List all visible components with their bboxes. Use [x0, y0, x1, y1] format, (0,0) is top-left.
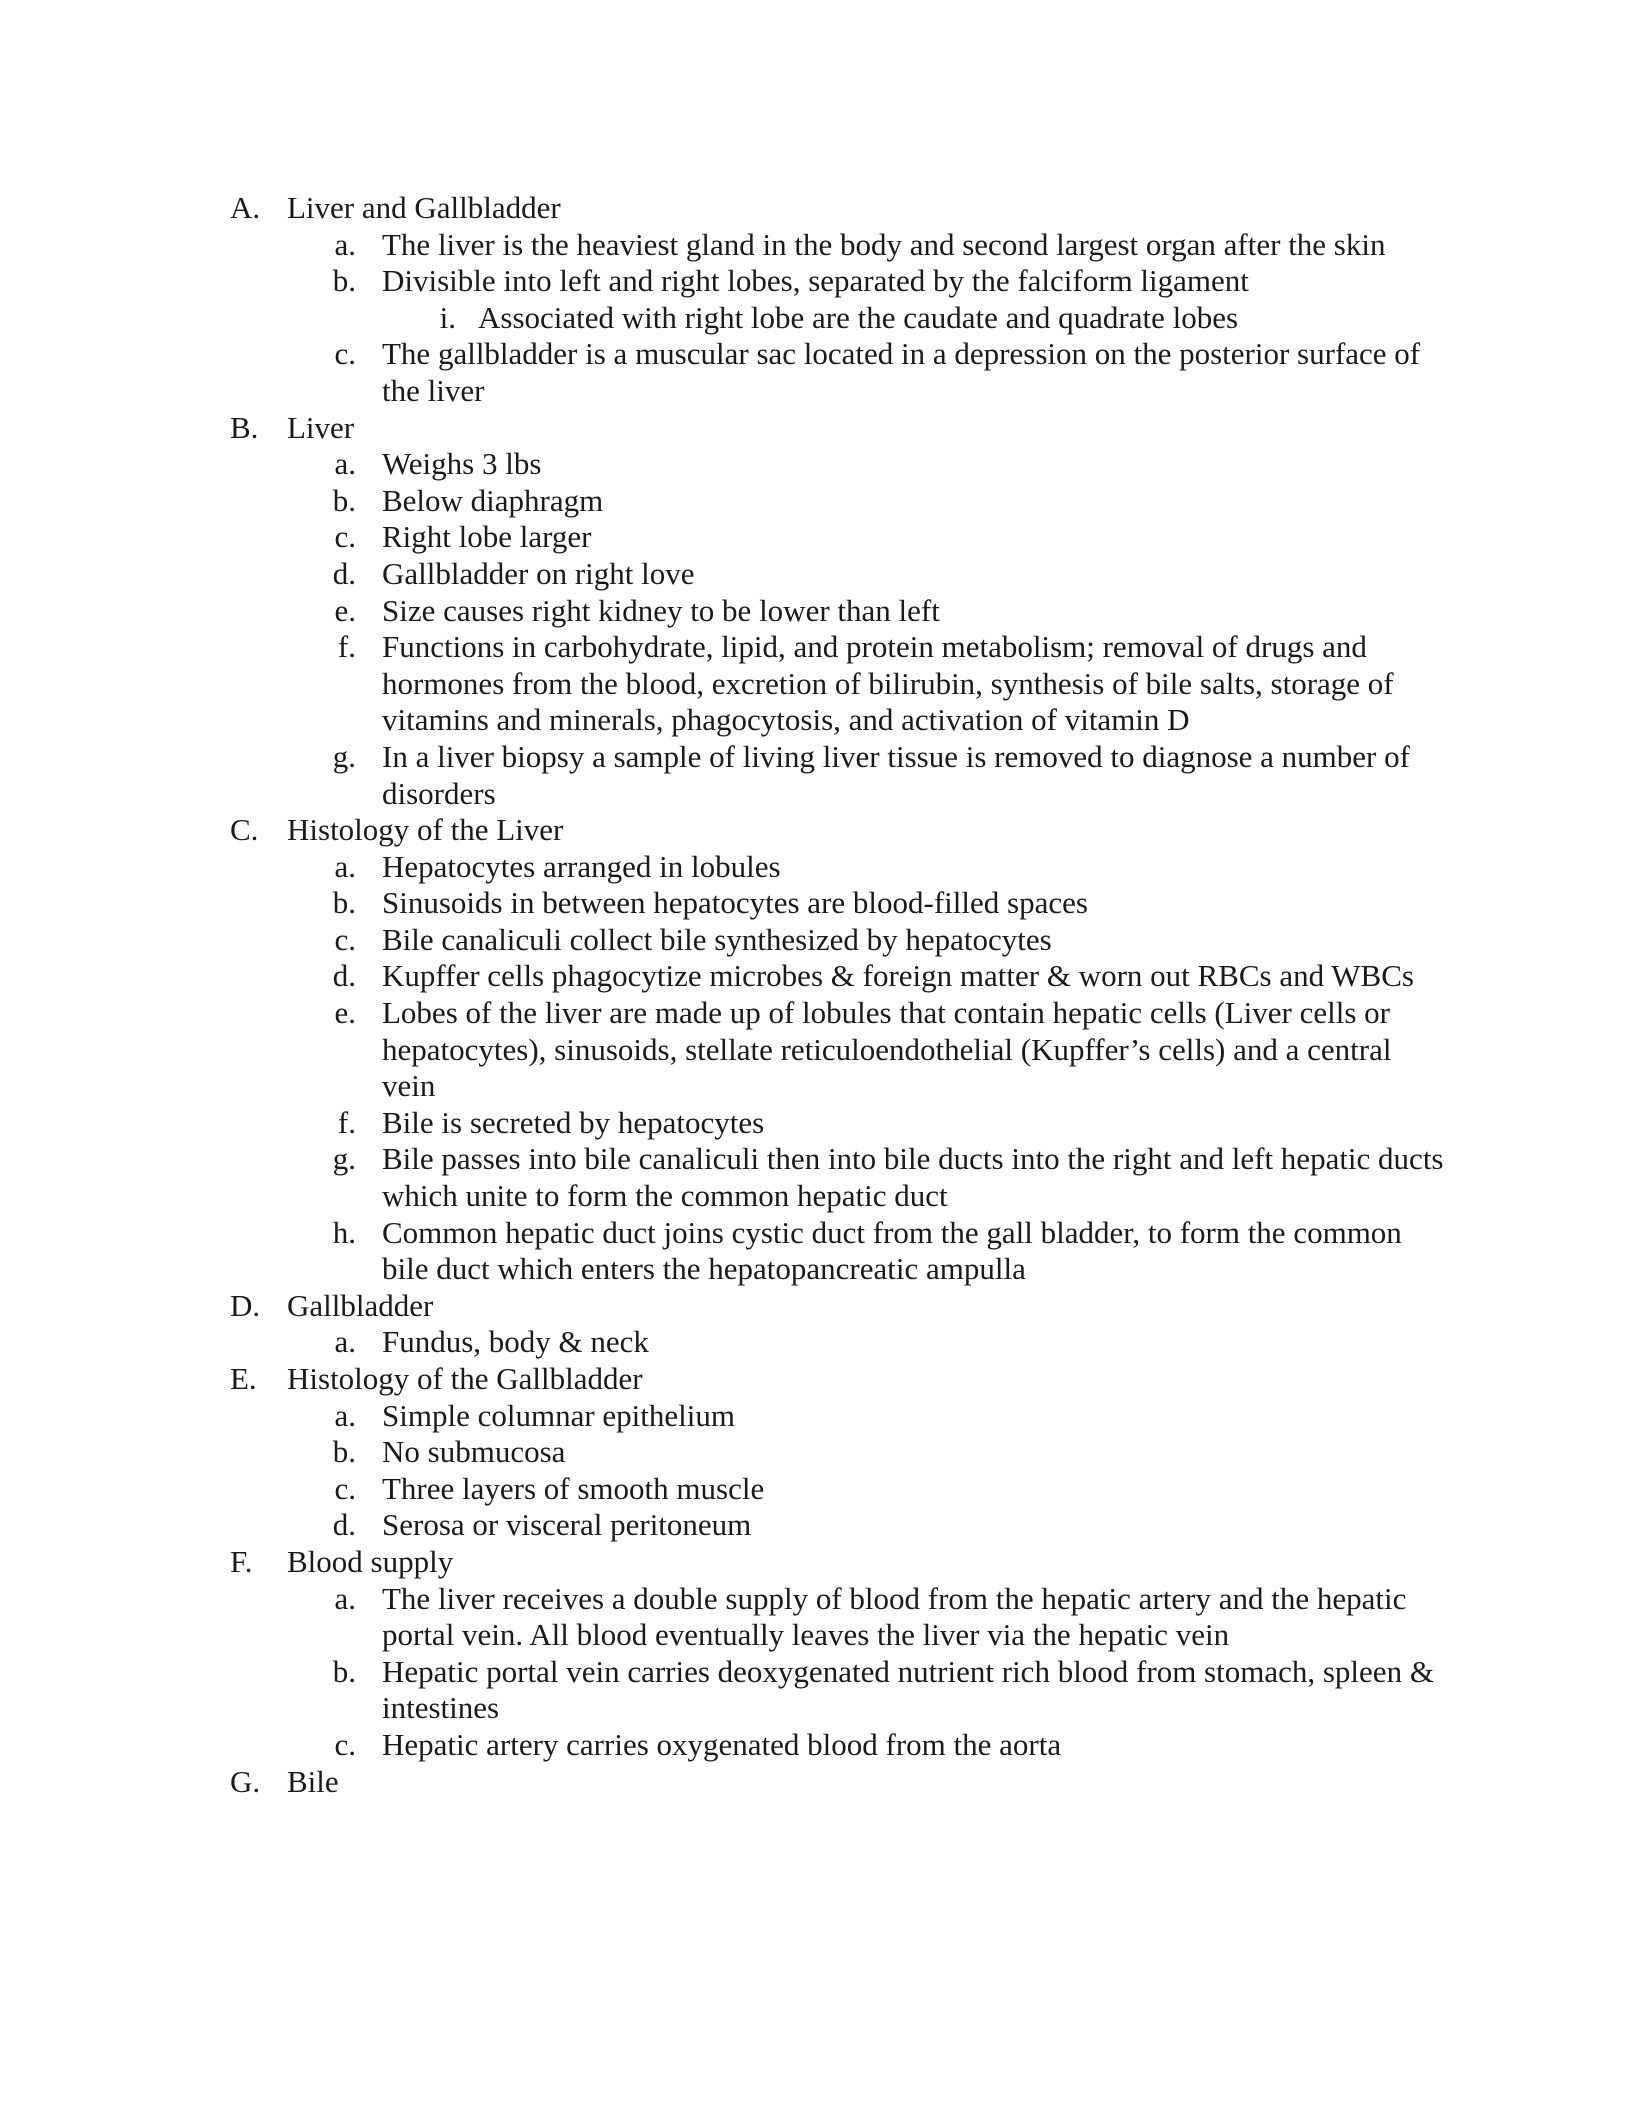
outline-section — [0, 410, 1640, 813]
sub-list-item-text: Associated with right lobe are the caudate and quadrate lobes — [478, 299, 1239, 335]
list-item-marker: a. — [334, 848, 356, 884]
section-marker: F. — [230, 1543, 253, 1579]
list-item — [0, 629, 1452, 739]
section-marker: B. — [230, 409, 259, 445]
outline-list — [0, 190, 1640, 1800]
list-item-marker: h. — [332, 1214, 356, 1250]
list-item-text: The liver is the heaviest gland in the body and second largest organ after the skin — [382, 226, 1386, 262]
list-item-text: The gallbladder is a muscular sac located in a depression on the posterior surface of the liver — [382, 336, 1421, 408]
list-item-marker: f. — [337, 629, 356, 665]
section-marker: E. — [230, 1361, 257, 1396]
list-item-text: Simple columnar epithelium — [382, 1397, 735, 1433]
list-item-text: Three layers of smooth muscle — [382, 1470, 765, 1506]
list-item-marker: c. — [334, 336, 356, 372]
list-item-marker: b. — [332, 1653, 356, 1689]
list-item-marker: a. — [334, 1397, 356, 1433]
list-item — [0, 739, 1452, 812]
list-item-marker: e. — [334, 995, 356, 1031]
section-title: Bile — [287, 1763, 339, 1799]
list-item — [0, 446, 1452, 483]
list-item-marker: c. — [334, 1726, 356, 1762]
list-item-text: Serosa or visceral peritoneum — [382, 1507, 752, 1543]
list-item-marker: g. — [332, 1141, 356, 1177]
list-item-marker: c. — [334, 921, 356, 957]
list-item-text: Common hepatic duct joins cystic duct from the gall bladder, to form the common bile duct which enters the hepatopancreatic ampulla — [382, 1214, 1402, 1287]
list-item-text: Lobes of the liver are made up of lobules that contain hepatic cells (Liver cells or hepatocytes), sinusoids, stellate reticuloendothelial (Kupffer’s cells) and a central vein — [382, 995, 1392, 1104]
outline-section — [0, 812, 1640, 1288]
list-item-text: Bile is secreted by hepatocytes — [382, 1104, 765, 1140]
list-item-text: Bile passes into bile canaliculi then into bile ducts into the right and left hepatic ducts which unite to form the common hepatic duct — [382, 1141, 1444, 1214]
section-title: Gallbladder — [287, 1287, 434, 1323]
list-item-text: Gallbladder on right love — [382, 555, 695, 591]
list-item-text: Divisible into left and right lobes, separated by the falciform ligament — [382, 263, 1249, 299]
section-title: Liver and Gallbladder — [287, 190, 561, 225]
list-item-marker: d. — [332, 1507, 356, 1543]
sub-list-item-marker: i. — [439, 299, 456, 335]
list-item-marker: a. — [334, 1580, 356, 1616]
list-item — [0, 263, 1452, 300]
section-marker: A. — [230, 190, 261, 225]
list-item — [0, 995, 1452, 1105]
list-item-marker: a. — [334, 446, 356, 482]
section-title: Histology of the Gallbladder — [287, 1361, 643, 1396]
outline-section — [0, 1764, 1640, 1801]
list-item-text: Bile canaliculi collect bile synthesized by hepatocytes — [382, 921, 1052, 957]
list-item-text: Size causes right kidney to be lower than left — [382, 592, 940, 628]
list-item-marker: a. — [334, 226, 356, 262]
list-item — [0, 1434, 1452, 1471]
section-heading — [0, 190, 1437, 227]
outline-section — [0, 190, 1640, 410]
sub-list-item — [0, 300, 1438, 337]
list-item — [0, 1581, 1452, 1654]
list-item-text: In a liver biopsy a sample of living liver tissue is removed to diagnose a number of disorders — [382, 738, 1410, 811]
list-item — [0, 1105, 1452, 1142]
list-item-marker: d. — [332, 555, 356, 591]
section-title: Blood supply — [287, 1543, 454, 1579]
list-item-marker: g. — [332, 738, 356, 774]
list-item-marker: e. — [334, 592, 356, 628]
list-item-text: Right lobe larger — [382, 519, 592, 555]
list-item-marker: d. — [332, 958, 356, 994]
list-item-text: Fundus, body & neck — [382, 1324, 649, 1360]
list-item — [0, 1727, 1452, 1764]
list-item — [0, 1398, 1452, 1435]
list-item-marker: c. — [334, 519, 356, 555]
section-marker: C. — [230, 812, 259, 848]
section-heading — [0, 410, 1437, 447]
list-item-marker: b. — [332, 1434, 356, 1470]
list-item — [0, 483, 1452, 520]
section-title: Histology of the Liver — [287, 812, 564, 848]
outline-section — [0, 1361, 1640, 1544]
section-title: Liver — [287, 409, 355, 445]
list-item-marker: f. — [337, 1104, 356, 1140]
list-item-text: Sinusoids in between hepatocytes are blood-filled spaces — [382, 885, 1088, 921]
list-item — [0, 849, 1452, 886]
section-heading — [0, 1764, 1437, 1801]
list-item — [0, 1654, 1452, 1727]
section-heading — [0, 812, 1437, 849]
list-item-marker: c. — [334, 1470, 356, 1506]
list-item — [0, 1215, 1452, 1288]
outline-section — [0, 1544, 1640, 1764]
list-item — [0, 958, 1452, 995]
list-item — [0, 593, 1452, 630]
list-item — [0, 1471, 1452, 1508]
list-item-text: Below diaphragm — [382, 482, 604, 518]
list-item — [0, 1141, 1452, 1214]
list-item-marker: b. — [332, 482, 356, 518]
list-item-marker: b. — [332, 885, 356, 921]
list-item-text: Hepatic artery carries oxygenated blood from the aorta — [382, 1726, 1062, 1762]
section-marker: G. — [230, 1763, 261, 1799]
list-item — [0, 556, 1452, 593]
list-item-marker: a. — [334, 1324, 356, 1360]
list-item — [0, 1324, 1452, 1361]
list-item — [0, 885, 1452, 922]
list-item-text: Functions in carbohydrate, lipid, and protein metabolism; removal of drugs and hormones from the blood, excretion of bilirubin, synthesis of bile salts, storage of vitamins and minerals, phagocytosis, and activation of vitamin D — [382, 629, 1394, 738]
list-item-text: The liver receives a double supply of blood from the hepatic artery and the hepatic portal vein. All blood eventually leaves the liver via the hepatic vein — [382, 1580, 1407, 1653]
outline-section — [0, 1288, 1640, 1361]
list-item — [0, 227, 1452, 264]
list-item — [0, 1507, 1452, 1544]
section-marker: D. — [230, 1287, 261, 1323]
list-item — [0, 336, 1452, 409]
list-item-text: Hepatic portal vein carries deoxygenated nutrient rich blood from stomach, spleen & intestines — [382, 1653, 1434, 1726]
section-heading — [0, 1361, 1437, 1398]
list-item-text: No submucosa — [382, 1434, 566, 1470]
list-item-text: Weighs 3 lbs — [382, 446, 542, 482]
section-heading — [0, 1288, 1437, 1325]
list-item-text: Hepatocytes arranged in lobules — [382, 848, 781, 884]
section-heading — [0, 1544, 1437, 1581]
list-item — [0, 519, 1452, 556]
list-item — [0, 922, 1452, 959]
list-item-text: Kupffer cells phagocytize microbes & foreign matter & worn out RBCs and WBCs — [382, 958, 1414, 994]
list-item-marker: b. — [332, 263, 356, 299]
